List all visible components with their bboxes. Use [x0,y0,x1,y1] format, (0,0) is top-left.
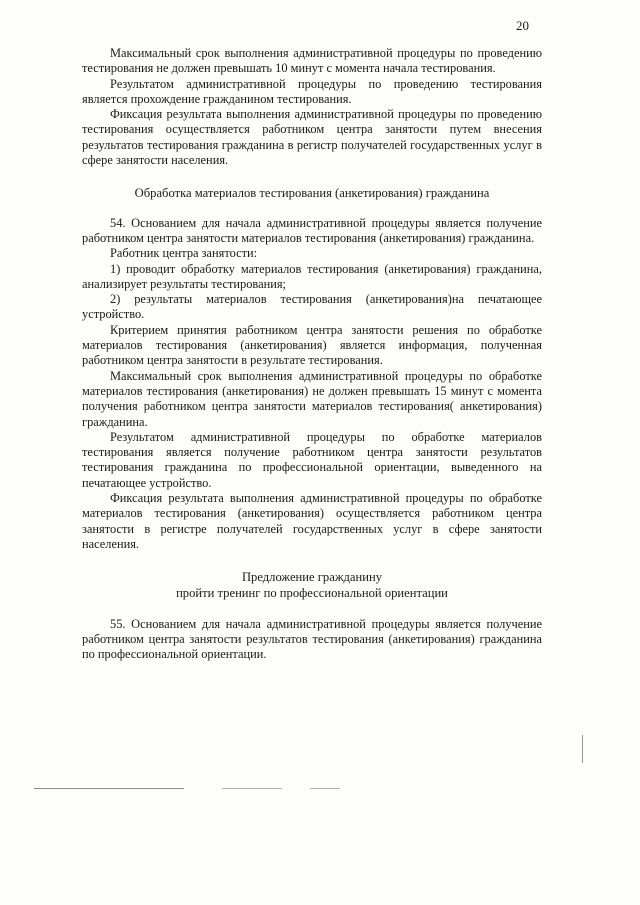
scan-artifact-line [222,788,282,789]
paragraph: Максимальный срок выполнения административной процедуры по обработке материалов тестирования (анкетирования) не должен превышать 15 минут с момента получения работником центра занятости материалов тестирования( анкетирования) гражданина. [82,368,542,429]
document-body [82,46,542,663]
section-heading-line-2: пройти тренинг по профессиональной ориентации [176,585,448,600]
section-heading-line-1: Предложение гражданину [241,570,383,585]
page-number: 20 [516,18,529,33]
paragraph: Фиксация результата выполнения административной процедуры по обработке материалов тестирования (анкетирования) осуществляется работником центра занятости в регистре получателей государственных услуг в сфере занятости населения. [82,491,542,551]
list-item: 2) результаты материалов тестирования (анкетирования)на печатающее устройство. [82,292,542,322]
section-heading: Обработка материалов тестирования (анкетирования) гражданина [134,186,490,201]
scan-artifact-line [34,788,184,789]
paragraph: Результатом административной процедуры по обработке материалов тестирования является получение работником центра занятости результатов тестирования гражданина по профессиональной ориентации, выведенного на печатающее устройство. [82,429,542,490]
paragraph: Результатом административной процедуры по проведению тестирования является прохождение гражданином тестирования. [82,76,542,106]
scan-artifact-line [310,788,340,789]
paragraph: 55. Основанием для начала административной процедуры является получение работником центра занятости результатов тестирования (анкетирования) гражданина по профессиональной ориентации. [82,616,542,662]
paragraph: Максимальный срок выполнения административной процедуры по проведению тестирования не должен превышать 10 минут с момента начала тестирования. [82,46,542,76]
list-item: 1) проводит обработку материалов тестирования (анкетирования) гражданина, анализирует результаты тестирования; [82,261,542,291]
paragraph: Критерием принятия работником центра занятости решения по обработке материалов тестирования (анкетирования) является информация, полученная работником центра занятости в результате тестирования. [82,322,542,368]
paragraph: 54. Основанием для начала административной процедуры является получение работником центра занятости материалов тестирования (анкетирования) гражданина. [82,215,542,245]
paragraph: Работник центра занятости: [110,246,258,261]
scan-artifact-mark [582,735,583,763]
paragraph: Фиксация результата выполнения административной процедуры по проведению тестирования осуществляется работником центра занятости путем внесения результатов тестирования гражданина в регистр получателей государственных услуг в сфере занятости населения. [82,107,542,168]
